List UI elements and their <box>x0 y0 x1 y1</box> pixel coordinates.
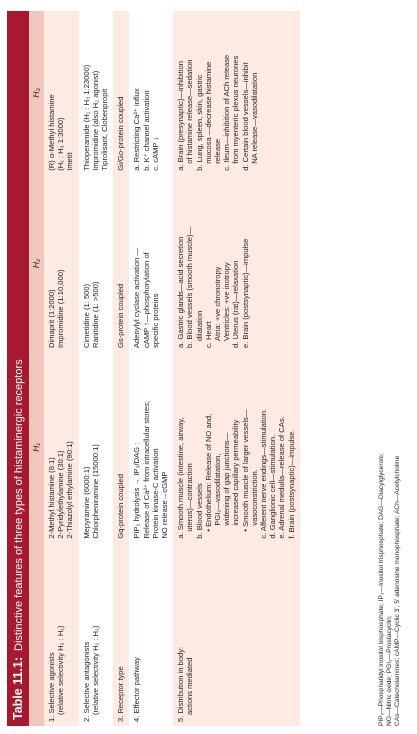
cell-line: actions mediated <box>185 657 195 715</box>
cell-h2 <box>113 175 129 352</box>
cell-line: b. Lung, spleen, skin, gastric <box>194 74 204 171</box>
cell-line: 2-Methyl histamine (8:1) <box>47 457 56 539</box>
cell-line: c. Afferent nerve endings—stimulation. <box>259 408 269 539</box>
cell-line: c. cAMP ↓ <box>150 136 160 171</box>
footnote-line: NO—Nitric oxide; PGI₂—Prostacyclin; <box>386 615 393 726</box>
cell-line: b. Blood vessels (smooth muscle)— <box>185 226 195 349</box>
row-label-cell <box>129 543 173 726</box>
cell-line: • Smooth muscle of larger vessels— <box>240 409 250 532</box>
cell-line: (relative selectivity H₁ : H₂) <box>90 625 100 715</box>
cell-line: dilatation <box>194 310 204 342</box>
cell-line: Dimaprit (1:2000) <box>47 289 56 349</box>
cell-h3 <box>173 11 300 175</box>
table-row <box>44 11 79 726</box>
cell-h2 <box>129 175 173 352</box>
row-label-cell <box>173 543 300 726</box>
header-h3: H₃ <box>29 11 44 175</box>
cell-line: d. Uterus (rat)—relaxation <box>231 260 241 349</box>
cell-line: 2-Thiazolyl ethylamine (90:1) <box>65 441 75 539</box>
receptor-table <box>29 11 300 726</box>
cell-line: d. Ganglionic cell—stimulation. <box>268 434 278 539</box>
cell-line: mucosa —decrease histamine <box>203 61 213 164</box>
table-row <box>79 11 114 726</box>
row-label-cell <box>113 543 129 726</box>
cell-line: Release of Ca²⁺ from intracellular stores; <box>141 400 151 539</box>
cell-line: of histamine release—sedation <box>185 59 195 164</box>
footnote-line: PIP₂—Phosphatidyl inositol bisphosphate; IP₃—Inositol trisphosphate; DAG—Diacylglycerols; <box>378 453 385 726</box>
header-h1: H₁ <box>29 352 44 543</box>
table-body <box>44 11 300 726</box>
cell-line: PGI₂—vasodilatation, <box>213 453 223 526</box>
row-label-cell <box>44 543 79 726</box>
cell-line: b. K⁺ channel activation <box>141 90 151 171</box>
cell-line: Mepyramine (6000:1) <box>81 466 91 539</box>
cell-h2 <box>79 175 114 352</box>
row-label-cell <box>79 543 114 726</box>
cell-line: Gi/Go-protein coupled <box>116 96 126 171</box>
cell-line: 4. Effector pathway <box>132 657 142 722</box>
cell-line: NA release—vasodilatation <box>249 72 259 164</box>
cell-h1 <box>44 352 79 543</box>
cell-line: (relative selectivity H₂ : H₁) <box>56 625 66 715</box>
cell-line: b. Blood vessels <box>194 483 204 539</box>
cell-line: Thioperamide (H₁ : H₃ 1:23000) <box>81 64 91 171</box>
cell-line: from myenteric plexus neurones <box>231 55 241 164</box>
cell-h3 <box>113 11 129 175</box>
cell-h3 <box>129 11 173 175</box>
cell-line: 2-Pyridylethylamine (30:1) <box>56 450 66 539</box>
table-caption: Distinctive features of three types of histaminergic receptors <box>13 359 25 651</box>
header-h2: H₂ <box>29 175 44 352</box>
cell-line: e. Brain (postsynaptic)—impulse <box>240 238 250 349</box>
cell-line: Tiprolisant, Clobenpropit <box>100 88 110 171</box>
cell-line: widening of gap junctions— <box>222 432 232 526</box>
table-row <box>173 11 300 726</box>
cell-line: uterus)—contraction <box>185 463 195 532</box>
table-header-row <box>29 11 44 726</box>
cell-h2 <box>44 175 79 352</box>
cell-line: release <box>213 138 223 164</box>
table-number: Table 11.1: <box>11 657 25 720</box>
cell-line: (R) α-Methyl histamine <box>47 94 56 171</box>
cell-line: Impromidine (1:10,000) <box>56 269 66 349</box>
cell-line: Atria: +ve chronotropy <box>213 266 223 342</box>
cell-line: vasoconstriction. <box>249 469 259 526</box>
footnote-line: CAs—Catecholamines; cAMP—Cyclic 3’, 5’ adenosine monophosphate; ACh—Acetylcholine <box>394 455 401 726</box>
table-row <box>129 11 173 726</box>
footnote <box>378 11 402 726</box>
cell-line: PIP₂ hydrolysis → IP₃/DAG : <box>132 442 142 539</box>
cell-line: Ventricles: +ve inotropy <box>222 262 232 342</box>
cell-line: Adenylyl cyclase activation — <box>132 247 142 349</box>
cell-line: c. Ileum—inhibition of ACh release <box>222 54 232 171</box>
cell-h3 <box>44 11 79 175</box>
cell-line: Protein kinase-C activation <box>150 448 160 539</box>
cell-line: increased capillary permeability <box>231 419 241 526</box>
cell-line: • Endothelium: Release of NO and, <box>203 413 213 532</box>
cell-h1 <box>113 352 129 543</box>
cell-line: specific proteins <box>150 293 160 349</box>
cell-line: f. Brain (postsynaptic)—impulse. <box>286 429 296 539</box>
cell-h2 <box>173 175 300 352</box>
cell-h3 <box>79 11 114 175</box>
cell-line: 3. Receptor type <box>116 666 126 722</box>
header-feature <box>29 543 44 726</box>
cell-line: Cimetidine (1: 500) <box>81 283 91 349</box>
cell-line: Gq-protein coupled <box>116 474 126 539</box>
table-row <box>113 11 129 726</box>
cell-line: Ranitidine (1: >500) <box>90 281 100 349</box>
cell-line: 2. Selective antagonists <box>81 641 91 722</box>
cell-line: (H₁ : H₃ 1:3000) <box>56 117 66 171</box>
cell-line: 5. Distribution in body: <box>176 646 186 722</box>
table-title <box>7 11 29 726</box>
cell-line: Imetit <box>65 152 75 171</box>
cell-h1 <box>129 352 173 543</box>
cell-line: a. Restricting Ca²⁺ influx <box>132 88 142 171</box>
cell-h1 <box>79 352 114 543</box>
cell-line: 1. Selective agonists <box>47 652 56 722</box>
cell-line: c. Heart <box>203 321 213 349</box>
cell-line: e. Adrenal medulla—release of CAs. <box>277 416 287 539</box>
cell-line: d. Certain blood vessels—inhibit <box>240 62 250 171</box>
cell-h1 <box>173 352 300 543</box>
cell-line: Chlorpheniramine (15000:1) <box>90 444 100 539</box>
cell-line: a. Brain (presynaptic)—inhibition <box>176 61 186 171</box>
cell-line: a. Smooth muscle (intestine, airway, <box>176 417 186 539</box>
cell-line: a. Gastric glands—acid secretion <box>176 236 186 349</box>
cell-line: cAMP ↑—phosphorylation of <box>141 252 151 349</box>
cell-line: Impromidine (also H₂ agonist) <box>90 70 100 171</box>
cell-line: Gs-protein coupled <box>116 283 126 349</box>
cell-line: NO release→cGMP <box>160 471 170 539</box>
